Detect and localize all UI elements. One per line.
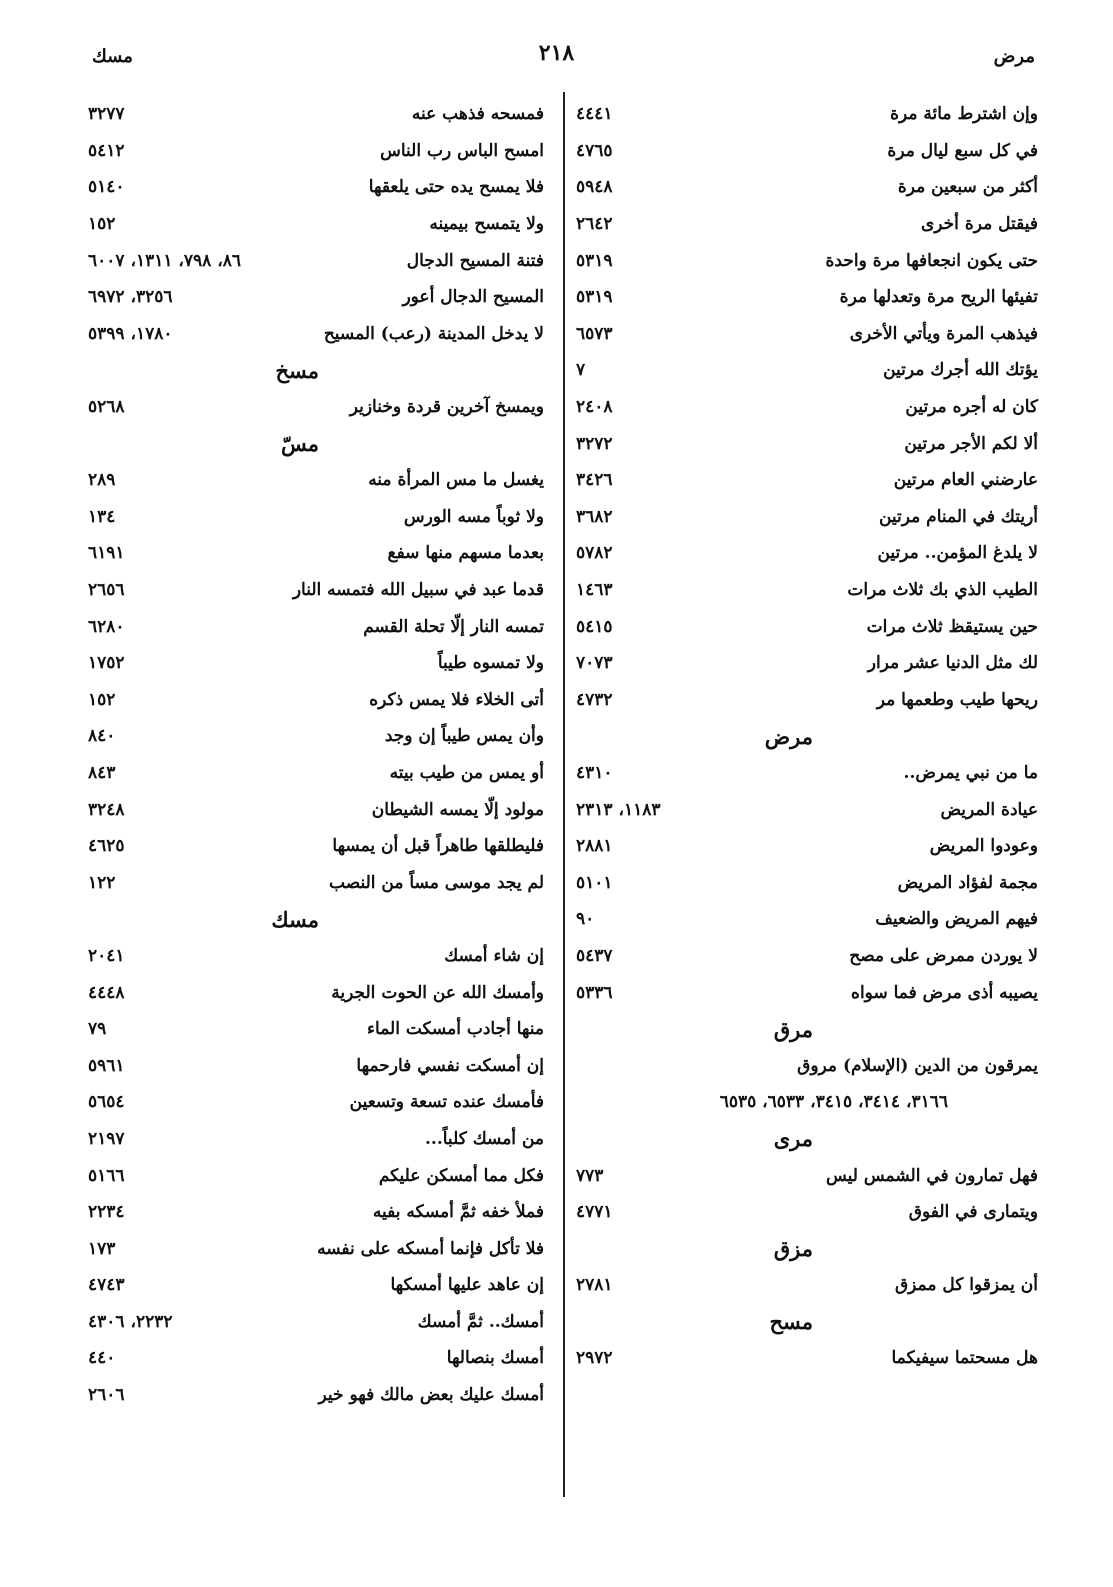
entry-text: مولود إلّا يمسه الشيطان bbox=[371, 799, 544, 820]
index-entry bbox=[576, 425, 1038, 462]
index-entry bbox=[88, 1121, 544, 1158]
entry-text: حين يستيقظ ثلاث مرات bbox=[866, 616, 1038, 637]
entry-reference: ٥١٠١ bbox=[576, 872, 613, 893]
index-entry bbox=[88, 1230, 544, 1267]
index-entry bbox=[88, 608, 544, 645]
header-root-left: مسك bbox=[92, 46, 133, 67]
entry-text: فيهم المريض والضعيف bbox=[875, 909, 1038, 930]
index-entry bbox=[88, 242, 544, 279]
index-entry bbox=[576, 682, 1038, 719]
entry-text: قدما عبد في سبيل الله فتمسه النار bbox=[292, 580, 544, 601]
root-heading: مسك bbox=[271, 906, 319, 932]
entry-reference: ٤٧٣٢ bbox=[576, 689, 613, 710]
entry-reference: ٤٧٧١ bbox=[576, 1202, 613, 1223]
entry-reference: ٢٠٤١ bbox=[88, 945, 125, 966]
entry-reference: ٥٤٣٧ bbox=[576, 945, 613, 966]
index-entry bbox=[576, 133, 1038, 170]
entry-text: فهل تمارون في الشمس ليس bbox=[825, 1165, 1038, 1186]
entry-text: ولا ثوباً مسه الورس bbox=[403, 506, 544, 527]
entry-reference: ١٢٢ bbox=[88, 872, 116, 893]
right-column bbox=[576, 96, 1038, 1377]
entry-reference: ١٧٨٠، ٥٣٩٩ bbox=[88, 323, 173, 344]
index-entry bbox=[576, 1157, 1038, 1194]
entry-text: عيادة المريض bbox=[940, 799, 1038, 820]
entry-reference: ٣٢٥٦، ٦٩٧٢ bbox=[88, 287, 173, 308]
entry-text: أمسك.. ثمَّ أمسك bbox=[417, 1311, 544, 1332]
entry-reference: ٢١٩٧ bbox=[88, 1128, 125, 1149]
index-entry bbox=[88, 1340, 544, 1377]
index-entry bbox=[88, 791, 544, 828]
entry-text: الطيب الذي بك ثلاث مرات bbox=[847, 580, 1038, 601]
root-heading: مرى bbox=[773, 1126, 813, 1152]
entry-text: وعودوا المريض bbox=[929, 836, 1038, 857]
entry-text: أمسك عليك بعض مالك فهو خير bbox=[318, 1385, 544, 1406]
index-entry bbox=[88, 206, 544, 243]
entry-reference: ٥٣٣٦ bbox=[576, 982, 613, 1003]
entry-reference-list: ٣١٦٦، ٣٤١٤، ٣٤١٥، ٦٥٣٣، ٦٥٣٥ bbox=[719, 1092, 948, 1113]
index-entry bbox=[88, 718, 544, 755]
index-entry bbox=[576, 755, 1038, 792]
entry-reference: ١٧٣ bbox=[88, 1238, 116, 1259]
index-entry bbox=[88, 682, 544, 719]
index-entry bbox=[88, 1011, 544, 1048]
entry-text: يغسل ما مس المرأة منه bbox=[368, 470, 544, 491]
index-entry bbox=[576, 938, 1038, 975]
entry-text: تمسه النار إلّا تحلة القسم bbox=[363, 616, 544, 637]
entry-text: أو يمس من طيب بيته bbox=[389, 762, 544, 783]
page-number: ٢١٨ bbox=[538, 40, 575, 66]
index-entry bbox=[576, 499, 1038, 536]
entry-reference: ٣٢٤٨ bbox=[88, 799, 125, 820]
index-entry bbox=[88, 96, 544, 133]
entry-text: وأن يمس طيباً إن وجد bbox=[384, 726, 544, 747]
entry-reference: ٥٦٥٤ bbox=[88, 1092, 125, 1113]
root-heading: مزق bbox=[773, 1236, 813, 1262]
index-entry bbox=[576, 242, 1038, 279]
index-entry bbox=[88, 864, 544, 901]
entry-text: من أمسك كلباً... bbox=[425, 1128, 544, 1149]
entry-text: فيقتل مرة أخرى bbox=[920, 214, 1038, 235]
entry-reference: ٤٧٤٣ bbox=[88, 1275, 125, 1296]
entry-text: فملأ خفه ثمَّ أمسكه بفيه bbox=[372, 1202, 544, 1223]
index-entry bbox=[88, 1194, 544, 1231]
entry-text: تفيئها الريح مرة وتعدلها مرة bbox=[839, 287, 1038, 308]
entry-text: أمسك بنصالها bbox=[446, 1348, 544, 1369]
entry-reference: ٣٢٧٧ bbox=[88, 104, 125, 125]
index-entry bbox=[576, 791, 1038, 828]
entry-text: ولا يتمسح بيمينه bbox=[429, 214, 544, 235]
index-entry bbox=[88, 133, 544, 170]
entry-reference: ٢٦٤٢ bbox=[576, 214, 613, 235]
entry-reference: ٢٨٨١ bbox=[576, 836, 613, 857]
entry-text: حتى يكون انجعافها مرة واحدة bbox=[825, 250, 1038, 271]
entry-reference: ٥٧٨٢ bbox=[576, 543, 613, 564]
index-entry bbox=[576, 352, 1038, 389]
page-header bbox=[0, 38, 1113, 78]
root-heading: مسخ bbox=[275, 357, 319, 383]
index-entry bbox=[576, 974, 1038, 1011]
index-entry bbox=[88, 974, 544, 1011]
entry-reference: ١٧٥٢ bbox=[88, 653, 125, 674]
entry-reference: ٢٩٧٢ bbox=[576, 1348, 613, 1369]
entry-text: ويمسخ آخرين قردة وخنازير bbox=[349, 397, 544, 418]
entry-reference: ٤٣١٠ bbox=[576, 762, 613, 783]
entry-text: فلا يمسح يده حتى يلعقها bbox=[368, 177, 544, 198]
entry-reference: ٦١٩١ bbox=[88, 543, 125, 564]
entry-text: إن عاهد عليها أمسكها bbox=[390, 1275, 544, 1296]
index-entry bbox=[576, 828, 1038, 865]
entry-reference: ٥٢٦٨ bbox=[88, 397, 125, 418]
entry-reference: ٤٤٤١ bbox=[576, 104, 613, 125]
index-entry bbox=[88, 1267, 544, 1304]
entry-reference: ٢٢٣٢، ٤٣٠٦ bbox=[88, 1311, 173, 1332]
entry-reference: ٥٤١٥ bbox=[576, 616, 613, 637]
index-entry bbox=[88, 389, 544, 426]
entry-reference: ٨٤٠ bbox=[88, 726, 116, 747]
index-entry bbox=[88, 279, 544, 316]
index-entry bbox=[576, 901, 1038, 938]
entry-text: إن أمسكت نفسي فارحمها bbox=[356, 1055, 544, 1076]
entry-text: لك مثل الدنيا عشر مرار bbox=[867, 653, 1038, 674]
entry-reference: ٥٣١٩ bbox=[576, 287, 613, 308]
index-entry bbox=[576, 1194, 1038, 1231]
entry-text: يؤتك الله أجرك مرتين bbox=[883, 360, 1038, 381]
entry-reference: ٧ bbox=[576, 360, 586, 381]
index-entry bbox=[88, 572, 544, 609]
entry-reference: ٢٦٥٦ bbox=[88, 580, 125, 601]
index-entry bbox=[88, 1047, 544, 1084]
entry-reference: ٧٧٣ bbox=[576, 1165, 604, 1186]
entry-text: يصيبه أذى مرض فما سواه bbox=[851, 982, 1038, 1003]
index-entry bbox=[88, 938, 544, 975]
entry-reference: ٤٤٤٨ bbox=[88, 982, 125, 1003]
entry-reference: ٤٦٢٥ bbox=[88, 836, 125, 857]
entry-text: أن يمزقوا كل ممزق bbox=[894, 1275, 1038, 1296]
index-entry bbox=[88, 169, 544, 206]
entry-text: ريحها طيب وطعمها مر bbox=[876, 689, 1038, 710]
entry-reference: ٤٤٠ bbox=[88, 1348, 116, 1369]
entry-text: ولا تمسوه طيباً bbox=[437, 653, 544, 674]
entry-reference: ٨٤٣ bbox=[88, 762, 116, 783]
entry-reference: ١٣٤ bbox=[88, 506, 116, 527]
index-entry bbox=[88, 462, 544, 499]
entry-text: أريتك في المنام مرتين bbox=[878, 506, 1038, 527]
entry-text: هل مسحتما سيفيكما bbox=[891, 1348, 1038, 1369]
index-entry-text: يمرقون من الدين (الإسلام) مروق bbox=[797, 1055, 1038, 1076]
entry-text: أكثر من سبعين مرة bbox=[897, 177, 1038, 198]
entry-reference: ٣٤٢٦ bbox=[576, 470, 613, 491]
entry-text: ما من نبي يمرض.. bbox=[903, 762, 1038, 783]
entry-text: ألا لكم الأجر مرتين bbox=[904, 433, 1038, 454]
entry-reference: ٣٦٨٢ bbox=[576, 506, 613, 527]
entry-reference: ٤٧٦٥ bbox=[576, 140, 613, 161]
entry-text: بعدما مسهم منها سفع bbox=[387, 543, 544, 564]
entry-reference: ٧٠٧٣ bbox=[576, 653, 613, 674]
entry-text: عارضني العام مرتين bbox=[893, 470, 1038, 491]
index-entry bbox=[576, 462, 1038, 499]
entry-text: لا يلدغ المؤمن.. مرتين bbox=[877, 543, 1038, 564]
entry-text: لم يجد موسى مساً من النصب bbox=[329, 872, 544, 893]
entry-reference: ٥٩٤٨ bbox=[576, 177, 613, 198]
entry-text: وإن اشترط مائة مرة bbox=[890, 104, 1038, 125]
entry-text: أتى الخلاء فلا يمس ذكره bbox=[369, 689, 544, 710]
index-entry bbox=[576, 864, 1038, 901]
entry-text: فمسحه فذهب عنه bbox=[411, 104, 544, 125]
entry-reference: ٥٤١٢ bbox=[88, 140, 125, 161]
entry-text: فيذهب المرة ويأتي الأخرى bbox=[849, 323, 1038, 344]
index-entry bbox=[576, 608, 1038, 645]
entry-text: فلا تأكل فإنما أمسكه على نفسه bbox=[317, 1238, 544, 1259]
index-entry bbox=[88, 1157, 544, 1194]
index-entry bbox=[88, 1304, 544, 1341]
index-entry bbox=[88, 828, 544, 865]
column-divider bbox=[563, 92, 565, 1497]
entry-text: ويتمارى في الفوق bbox=[908, 1202, 1038, 1223]
root-heading: مرق bbox=[773, 1016, 813, 1042]
entry-reference: ٩٠ bbox=[576, 909, 595, 930]
index-entry bbox=[576, 279, 1038, 316]
index-entry bbox=[576, 572, 1038, 609]
left-column bbox=[88, 96, 544, 1413]
index-entry bbox=[88, 316, 544, 353]
entry-text: فكل مما أمسكن عليكم bbox=[378, 1165, 544, 1186]
entry-reference: ٢٤٠٨ bbox=[576, 397, 613, 418]
root-heading: مسّ bbox=[280, 431, 319, 457]
index-entry bbox=[576, 169, 1038, 206]
entry-text: فتنة المسيح الدجال bbox=[406, 250, 544, 271]
index-entry bbox=[576, 1267, 1038, 1304]
entry-reference: ٦٥٧٣ bbox=[576, 323, 613, 344]
entry-reference: ٥١٤٠ bbox=[88, 177, 125, 198]
index-entry bbox=[576, 645, 1038, 682]
entry-text: لا يوردن ممرض على مصح bbox=[849, 945, 1038, 966]
entry-text: في كل سبع ليال مرة bbox=[887, 140, 1038, 161]
index-entry bbox=[576, 535, 1038, 572]
entry-text: مجمة لفؤاد المريض bbox=[897, 872, 1038, 893]
entry-reference: ٢٢٣٤ bbox=[88, 1202, 125, 1223]
index-entry bbox=[88, 755, 544, 792]
entry-text: وأمسك الله عن الحوت الجرية bbox=[331, 982, 544, 1003]
entry-reference: ٦٢٨٠ bbox=[88, 616, 125, 637]
entry-reference: ٢٦٠٦ bbox=[88, 1385, 125, 1406]
root-heading: مسح bbox=[769, 1309, 813, 1335]
index-entry bbox=[88, 1377, 544, 1414]
entry-reference: ٥٩٦١ bbox=[88, 1055, 125, 1076]
entry-reference: ٨٦، ٧٩٨، ١٣١١، ٦٠٠٧ bbox=[88, 250, 241, 271]
entry-text: منها أجادب أمسكت الماء bbox=[367, 1019, 544, 1040]
entry-text: فأمسك عنده تسعة وتسعين bbox=[349, 1092, 544, 1113]
entry-reference: ٢٨٩ bbox=[88, 470, 116, 491]
root-heading: مرض bbox=[764, 723, 813, 749]
index-entry bbox=[88, 499, 544, 536]
index-entry bbox=[88, 535, 544, 572]
entry-text: المسيح الدجال أعور bbox=[402, 287, 544, 308]
entry-reference: ٥١٦٦ bbox=[88, 1165, 125, 1186]
entry-text: إن شاء أمسك bbox=[444, 945, 544, 966]
entry-reference: ١٥٢ bbox=[88, 214, 116, 235]
entry-reference: ٧٩ bbox=[88, 1019, 107, 1040]
index-entry bbox=[576, 1340, 1038, 1377]
entry-reference: ١٥٢ bbox=[88, 689, 116, 710]
index-entry bbox=[88, 1084, 544, 1121]
entry-reference: ٥٣١٩ bbox=[576, 250, 613, 271]
header-root-right: مرض bbox=[993, 46, 1035, 67]
entry-text: فليطلقها طاهراً قبل أن يمسها bbox=[332, 836, 544, 857]
index-entry bbox=[576, 316, 1038, 353]
entry-reference: ٣٢٧٢ bbox=[576, 433, 613, 454]
index-entry bbox=[88, 645, 544, 682]
entry-reference: ١٤٦٣ bbox=[576, 580, 613, 601]
index-entry bbox=[576, 96, 1038, 133]
entry-reference: ١١٨٣، ٢٣١٣ bbox=[576, 799, 661, 820]
index-entry bbox=[576, 206, 1038, 243]
entry-reference: ٢٧٨١ bbox=[576, 1275, 613, 1296]
index-entry bbox=[576, 389, 1038, 426]
entry-text: لا يدخل المدينة (رعب) المسيح bbox=[323, 323, 544, 344]
entry-text: كان له أجره مرتين bbox=[905, 397, 1038, 418]
entry-text: امسح الباس رب الناس bbox=[380, 140, 544, 161]
